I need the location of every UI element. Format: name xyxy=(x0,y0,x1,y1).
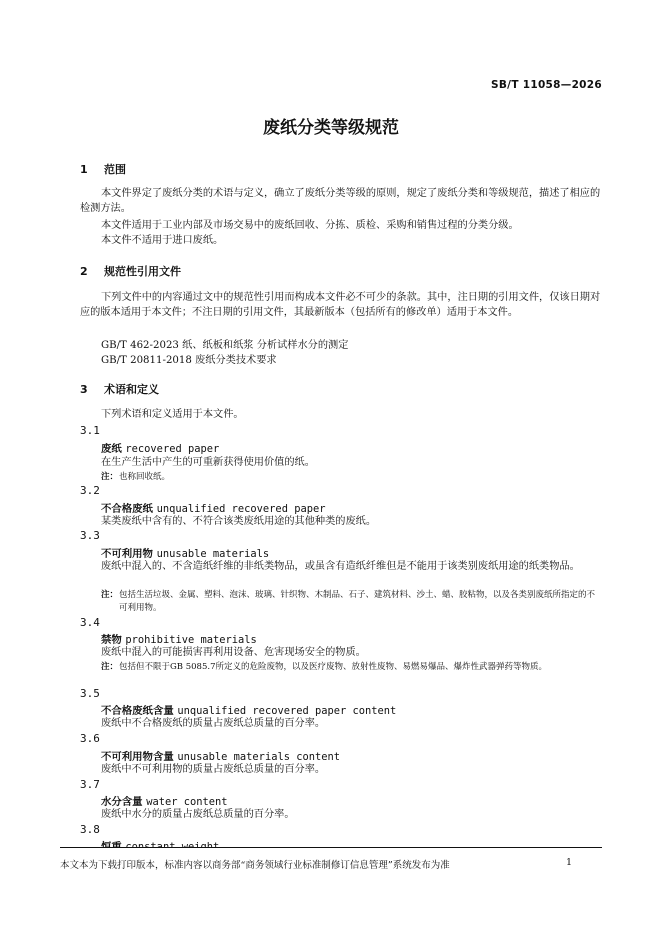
term-heading: 不可利用物 unusable materials xyxy=(101,548,270,560)
terms-intro: 下列术语和定义适用于本文件。 xyxy=(101,409,244,420)
section-title: 范围 xyxy=(104,163,126,176)
scope-paragraph-1: 本文件界定了废纸分类的术语与定义，确立了废纸分类等级的原则，规定了废纸分类和等级规范，描述了相应的检测方法。 xyxy=(80,188,601,214)
scope-paragraph-2: 本文件适用于工业内部及市场交易中的废纸回收、分拣、质检、采购和销售过程的分类分级。 xyxy=(101,220,519,231)
term-heading: 不合格废纸 unqualified recovered paper xyxy=(101,503,326,515)
term-note: 注： 也称回收纸。 xyxy=(101,472,171,482)
term-definition: 在生产生活中产生的可重新获得使用价值的纸。 xyxy=(101,457,315,468)
term-number: 3.6 xyxy=(80,732,100,745)
term-definition: 废纸中不可利用物的质量占废纸总质量的百分率。 xyxy=(101,764,326,775)
refs-intro: 下列文件中的内容通过文中的规范性引用而构成本文件必不可少的条款。其中，注日期的引用文件，仅该日期对应的版本适用于本文件；不注日期的引用文件，其最新版本（包括所有的修改单）适用于本文件。 xyxy=(80,292,601,318)
term-definition: 废纸中不合格废纸的质量占废纸总质量的百分率。 xyxy=(101,718,326,729)
term-note: 注： 包括生活垃圾、金属、塑料、泡沫、玻璃、针织物、木制品、石子、建筑材料、沙土、蜡、胶粘物，以及各类别废纸所指定的不可利用物。 xyxy=(101,590,596,613)
term-number: 3.5 xyxy=(80,687,100,700)
term-number: 3.4 xyxy=(80,616,100,629)
term-definition: 废纸中水分的质量占废纸总质量的百分率。 xyxy=(101,809,295,820)
term-number: 3.2 xyxy=(80,484,100,497)
section-number: 3 xyxy=(80,383,88,396)
reference-item: GB/T 462-2023 纸、纸板和纸浆 分析试样水分的测定 xyxy=(101,340,349,351)
term-heading: 废纸 recovered paper xyxy=(101,443,220,455)
term-heading: 不合格废纸含量 unqualified recovered paper content xyxy=(101,705,397,717)
term-number: 3.3 xyxy=(80,529,100,542)
term-number: 3.1 xyxy=(80,424,100,437)
scope-paragraph-3: 本文件不适用于进口废纸。 xyxy=(101,235,224,246)
standard-number: SB/T 11058—2026 xyxy=(491,79,602,91)
term-definition: 某类废纸中含有的、不符合该类废纸用途的其他种类的废纸。 xyxy=(101,516,377,527)
section-heading-1 xyxy=(80,161,126,177)
term-definition: 废纸中混入的、不含造纸纤维的非纸类物品，或虽含有造纸纤维但是不能用于该类别废纸用途的纸类物品。 xyxy=(101,561,580,572)
document-title: 废纸分类等级规范 xyxy=(263,118,399,138)
term-heading: 不可利用物含量 unusable materials content xyxy=(101,751,341,763)
footer-divider xyxy=(60,847,602,852)
term-heading: 水分含量 water content xyxy=(101,796,228,808)
page-number: 1 xyxy=(566,857,573,868)
section-heading-2 xyxy=(80,263,181,279)
term-heading: 禁物 prohibitive materials xyxy=(101,634,257,646)
term-note: 注： 包括但不限于GB 5085.7所定义的危险废物，以及医疗废物、放射性废物、易燃易爆品、爆炸性武器弹药等物质。 xyxy=(101,662,547,672)
term-definition: 废纸中混入的可能损害再利用设备、危害现场安全的物质。 xyxy=(101,647,366,658)
section-number: 2 xyxy=(80,265,88,278)
section-heading-3 xyxy=(80,381,159,397)
term-number: 3.7 xyxy=(80,778,100,791)
section-number: 1 xyxy=(80,163,88,176)
reference-item: GB/T 20811-2018 废纸分类技术要求 xyxy=(101,355,277,366)
section-title: 规范性引用文件 xyxy=(104,265,181,278)
footer-text: 本文本为下载打印版本，标准内容以商务部“商务领域行业标准制修订信息管理”系统发布为准 xyxy=(60,860,450,871)
section-title: 术语和定义 xyxy=(104,383,159,396)
term-number: 3.8 xyxy=(80,823,100,836)
